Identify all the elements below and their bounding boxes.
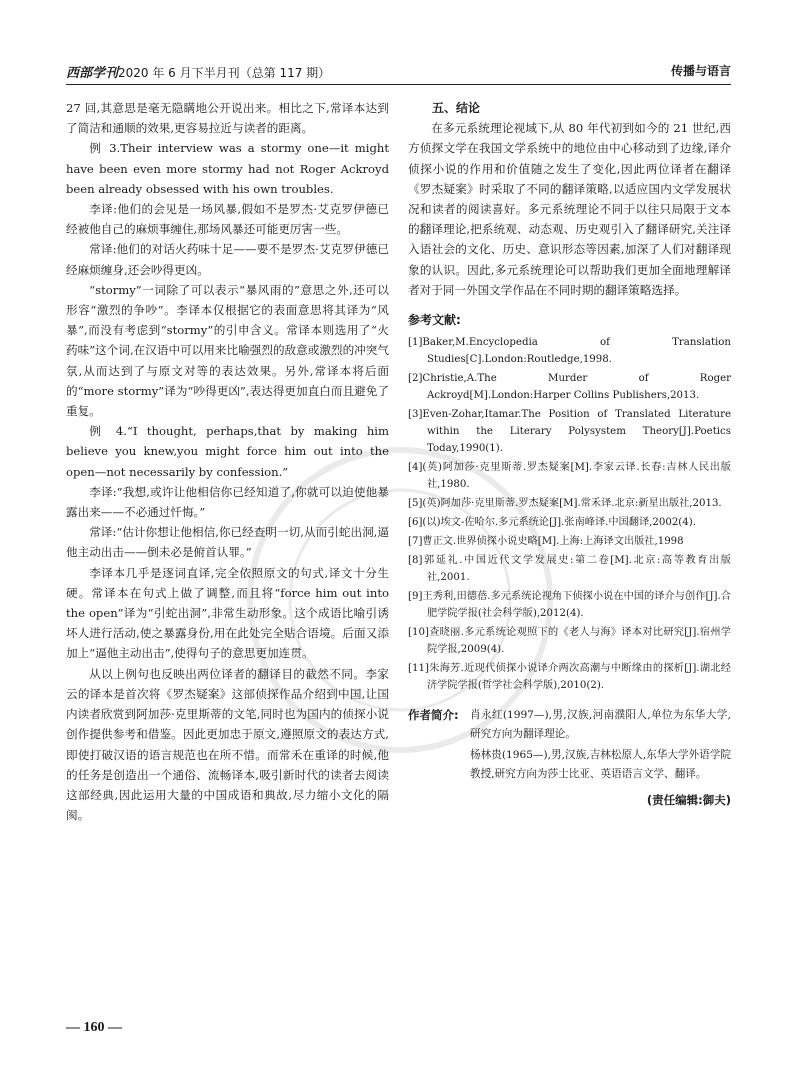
paragraph: 例 4.“I thought, perhaps,that by making him believe you knew,you might force him out into the open—not necessarily by confession.”: [66, 424, 389, 479]
paragraph: 李译本几乎是逐词直译,完全依照原文的句式,译文十分生硬。常译本在句式上做了调整,而且将“force him out into the open”译为“引蛇出洞”,非常生动形象。这个成语比喻引诱坏人进行活动,使之暴露身份,用在此处完全贴合语境。后面又添加上“逼他主动出击”,使得句子的意思更加连贯。: [66, 565, 389, 661]
left-column: [66, 98, 389, 825]
reference-list: [408, 334, 731, 694]
paragraph: 李译:他们的会见是一场风暴,假如不是罗杰·艾克罗伊德已经被他自己的麻烦事缠住,那场风暴还可能更厉害一些。: [66, 202, 389, 237]
conclusion-heading: 五、结论: [432, 101, 481, 115]
responsible-editor: (责任编辑:御夫): [646, 793, 731, 808]
author-intro-label: 作者简介:: [408, 708, 459, 723]
issue-info: 2020 年 6 月下半月刊（总第 117 期）: [118, 66, 331, 80]
right-column: [408, 98, 731, 810]
journal-logo: 西部学刊: [66, 65, 119, 80]
reference-item: [4](英)阿加莎·克里斯蒂.罗杰疑案[M].李家云译.长春:吉林人民出版社,1980.: [408, 462, 731, 491]
page-number: — 160 —: [66, 1020, 122, 1035]
section-title: 传播与语言: [670, 64, 731, 78]
references-heading: 参考文献:: [408, 313, 461, 328]
paragraph: 李译:“我想,或许让他相信你已经知道了,你就可以迫使他暴露出来——不必通过忏悔。”: [66, 484, 389, 520]
reference-item: [8]郭延礼.中国近代文学发展史:第二卷[M].北京:高等教育出版社,2001.: [408, 555, 731, 584]
reference-item: [6](以)埃文-佐哈尔.多元系统论[J].张南峰译.中国翻译,2002(4).: [408, 517, 696, 529]
author-intro: [408, 706, 731, 784]
reference-item: [7]曹正文.世界侦探小说史略[M].上海:上海译文出版社,1998: [408, 536, 684, 548]
reference-item: [11]朱海芳.近现代侦探小说译介两次高潮与中断缘由的探析[J].湖北经济学院学报(哲学社会科学版),2010(2).: [408, 663, 731, 692]
reference-item: [1]Baker,M.Encyclopedia of Translation Studies[C].London:Routledge,1998.: [408, 337, 731, 366]
paragraph: “stormy”一词除了可以表示“暴风雨的”意思之外,还可以形容“激烈的争吵”。李译本仅根据它的表面意思将其译为“风暴”,而没有考虑到“stormy”的引申含义。常译本则选用了“火药味”这个词,在汉语中可以用来比喻强烈的敌意或激烈的冲突气氛,从而达到了与原文对等的表达效果。另外,常译本将后面的“more stormy”译为“吵得更凶”,表达得更加直白而且避免了重复。: [66, 282, 389, 419]
paragraph: 常译:“估计你想让他相信,你已经查明一切,从而引蛇出洞,逼他主动出击——倒未必是俯首认罪。”: [66, 525, 389, 560]
reference-item: [3]Even-Zohar,Itamar.The Position of Translated Literature within the Literary Polysystem Theory[J].Poetics Today,1990(1).: [408, 409, 731, 455]
paragraph: 常译:他们的对话火药味十足——要不是罗杰·艾克罗伊德已经麻烦缠身,还会吵得更凶。: [66, 242, 389, 277]
author-entry: 杨林贵(1965—),男,汉族,吉林松原人,东华大学外语学院教授,研究方向为莎士比亚、英语语言文学、翻译。: [470, 749, 731, 781]
reference-item: [9]王秀利,田德蓓.多元系统论视角下侦探小说在中国的译介与创作[J].合肥学院学报(社会科学版),2012(4).: [408, 591, 731, 620]
header-left: [66, 62, 330, 81]
reference-item: [10]查晓丽.多元系统论观照下的《老人与海》译本对比研究[J].宿州学院学报,2009(4).: [408, 627, 731, 656]
paragraph: 从以上例句也反映出两位译者的翻译目的截然不同。李家云的译本是首次将《罗杰疑案》这部侦探作品介绍到中国,让国内读者欣赏到阿加莎·克里斯蒂的文笔,同时也为国内的侦探小说创作提供参考和借鉴。因此更加忠于原文,遵照原文的表达方式,即使打破汉语的语言规范也在所不惜。而常禾在重译的时候,他的任务是创造出一个通俗、流畅译本,吸引新时代的读者去阅读这部经典,因此运用大量的中国成语和典故,尽力缩小文化的隔阂。: [66, 666, 389, 823]
running-header: [66, 62, 731, 82]
reference-item: [5](英)阿加莎·克里斯蒂.罗杰疑案[M].常禾译.北京:新星出版社,2013.: [408, 498, 722, 510]
paragraph: 27 回,其意思是毫无隐瞒地公开说出来。相比之下,常译本达到了简洁和通顺的效果,更容易拉近与读者的距离。: [66, 101, 389, 136]
reference-item: [2]Christie,A.The Murder of Roger Ackroyd[M].London:Harper Collins Publishers,2013.: [408, 373, 731, 402]
conclusion-paragraph: 在多元系统理论视域下,从 80 年代初到如今的 21 世纪,西方侦探文学在我国文学系统中的地位由中心移动到了边缘,译介侦探小说的作用和价值随之发生了变化,因此两位译者在翻译《罗杰疑案》时采取了不同的翻译策略,以适应国内文学发展状况和读者的阅读喜好。多元系统理论不同于以往只局限于文本的翻译理论,把系统观、动态观、历史观引入了翻译研究,关注译入语社会的文化、历史、意识形态等因素,加深了人们对翻译现象的认识。因此,多元系统理论可以帮助我们更加全面地理解译者对于同一外国文学作品在不同时期的翻译策略选择。: [408, 121, 731, 297]
header-rule: [66, 84, 731, 85]
author-entry: 肖永红(1997—),男,汉族,河南濮阳人,单位为东华大学,研究方向为翻译理论。: [470, 709, 731, 741]
paragraph: 例 3.Their interview was a stormy one—it might have been even more stormy had not Roger Ackroyd been already obsessed with his own troubles.: [66, 141, 389, 196]
